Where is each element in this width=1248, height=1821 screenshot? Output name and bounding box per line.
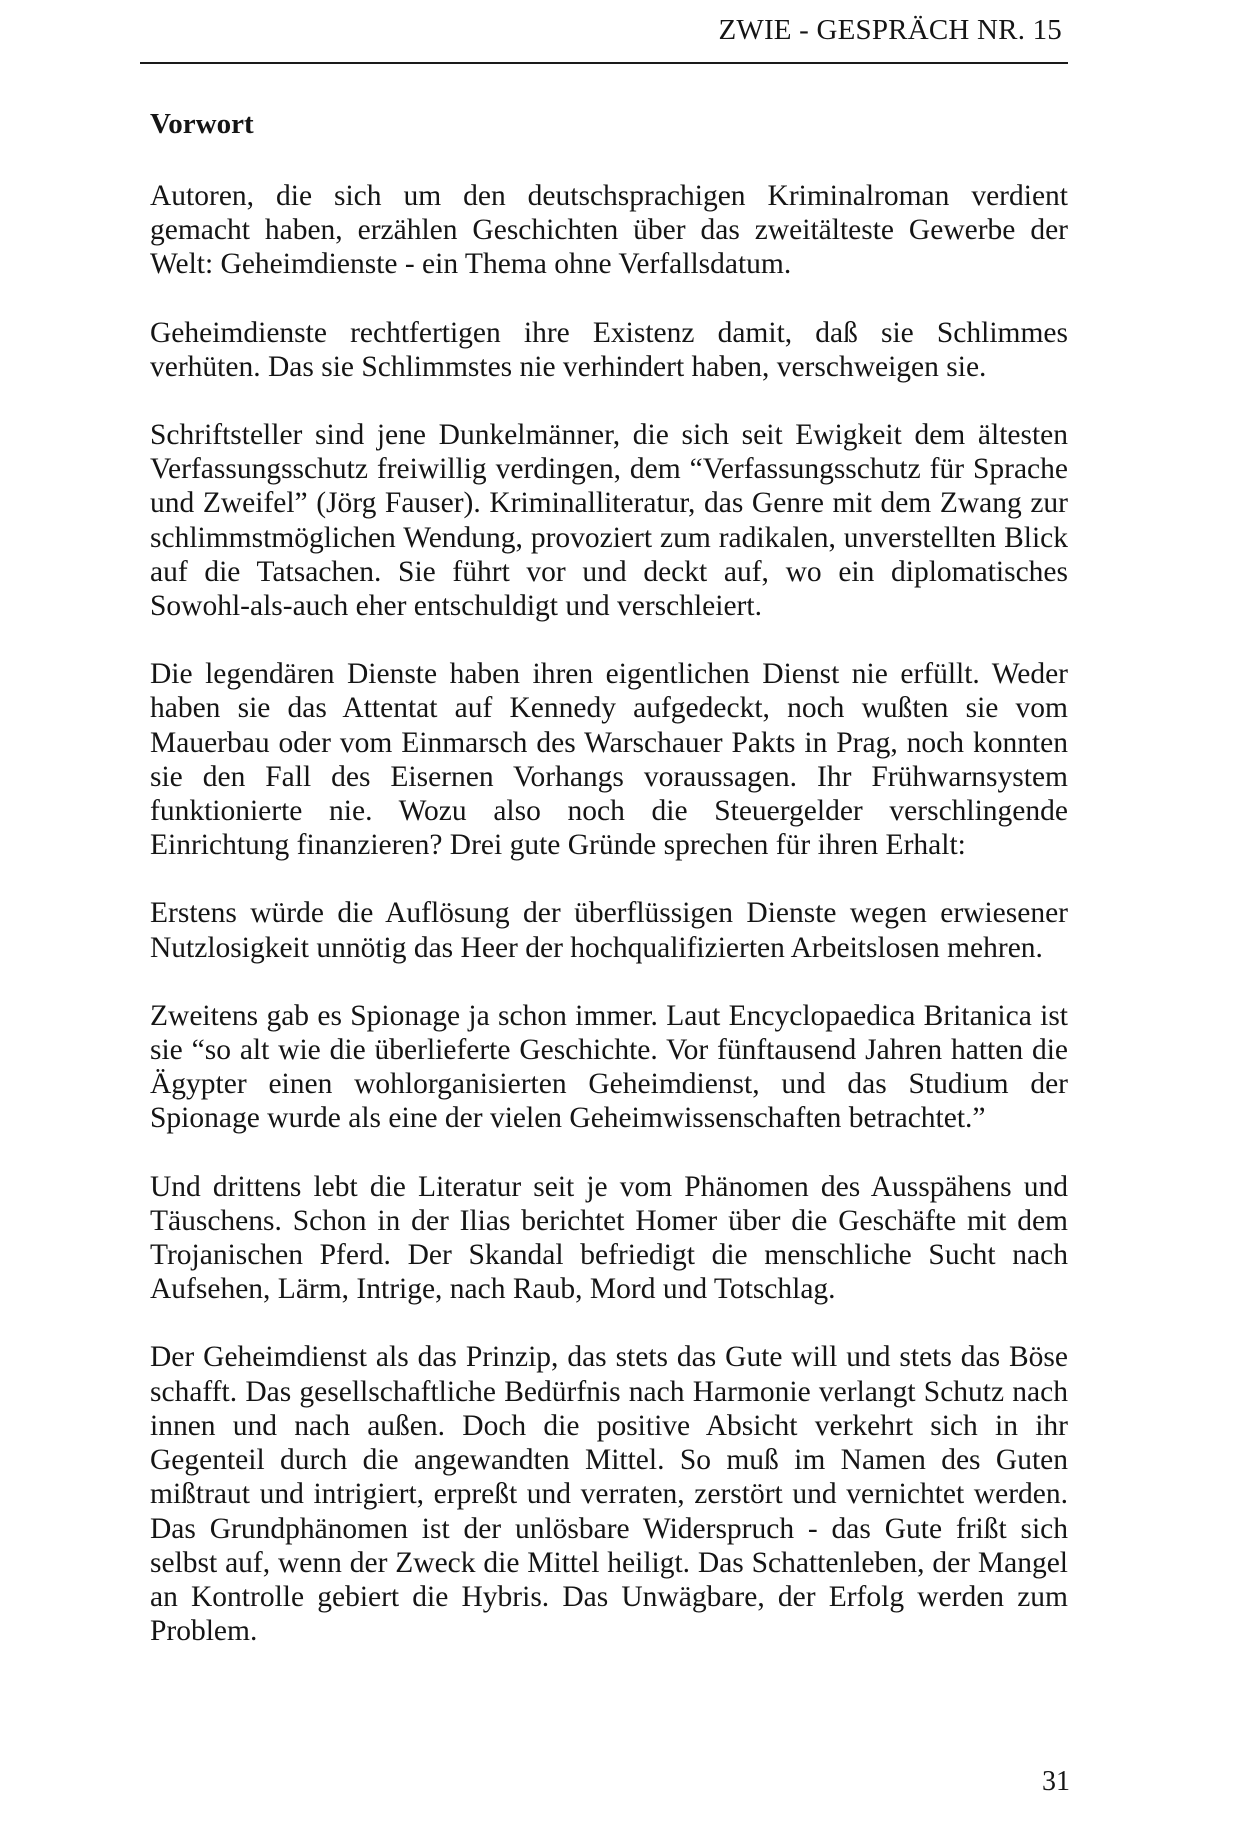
paragraph: Schriftsteller sind jene Dunkelmänner, die sich seit Ewigkeit dem ältesten Verfassungsschutz freiwillig verdingen, dem “Verfassungsschutz für Sprache und Zweifel” (Jörg Fauser). Kriminalliteratur, das Genre mit dem Zwang zur schlimmstmöglichen Wendung, provoziert zum radikalen, unverstellten Blick auf die Tatsachen. Sie führt vor und deckt auf, wo ein diplomatisches Sowohl-als-auch eher entschuldigt und verschleiert. — [150, 419, 1068, 623]
paragraph: Autoren, die sich um den deutschsprachigen Kriminalroman verdient gemacht haben, erzählen Geschichten über das zweitälteste Gewerbe der Welt: Geheimdienste - ein Thema ohne Verfallsdatum. — [150, 180, 1068, 281]
paragraph: Und drittens lebt die Literatur seit je vom Phänomen des Ausspähens und Täuschens. Schon in der Ilias berichtet Homer über die Geschäfte mit dem Trojanischen Pferd. Der Skandal befriedigt die menschliche Sucht nach Aufsehen, Lärm, Intrige, nach Raub, Mord und Totschlag. — [150, 1170, 1068, 1306]
running-header — [140, 14, 1068, 64]
paragraph: Zweitens gab es Spionage ja schon immer. Laut Encyclopaedica Britanica ist sie “so alt wie die überlieferte Geschichte. Vor fünftausend Jahren hatten die Ägypter einen wohlorganisierten Geheimdienst, und das Studium der Spionage wurde als eine der vielen Geheimwissenschaften betrachtet.” — [150, 999, 1068, 1135]
paragraph: Geheimdienste rechtfertigen ihre Existenz damit, daß sie Schlimmes verhüten. Das sie Schlimmstes nie verhindert haben, verschweigen sie. — [150, 316, 1068, 383]
paragraph: Erstens würde die Auflösung der überflüssigen Dienste wegen erwiesener Nutzlosigkeit unnötig das Heer der hochqualifizierten Arbeitslosen mehren. — [150, 897, 1068, 964]
paragraph: Die legendären Dienste haben ihren eigentlichen Dienst nie erfüllt. Weder haben sie das Attentat auf Kennedy aufgedeckt, noch wußten sie vom Mauerbau oder vom Einmarsch des Warschauer Pakts in Prag, noch konnten sie den Fall des Eisernen Vorhangs voraussagen. Ihr Frühwarnsystem funktionierte nie. Wozu also noch die Steuergelder verschlingende Einrichtung finanzieren? Drei gute Gründe sprechen für ihren Erhalt: — [150, 658, 1068, 862]
section-heading: Vorwort — [150, 108, 254, 140]
paragraph: Der Geheimdienst als das Prinzip, das stets das Gute will und stets das Böse schafft. Das gesellschaftliche Bedürfnis nach Harmonie verlangt Schutz nach innen und nach außen. Doch die positive Absicht verkehrt sich in ihr Gegenteil durch die angewandten Mittel. So muß im Namen des Guten mißtraut und intrigiert, erpreßt und verraten, zerstört und vernichtet werden. Das Grundphänomen ist der unlösbare Widerspruch - das Gute frißt sich selbst auf, wenn der Zweck die Mittel heiligt. Das Schattenleben, der Mangel an Kontrolle gebiert die Hybris. Das Unwägbare, der Erfolg werden zum Problem. — [150, 1341, 1068, 1648]
page-number: 31 — [1042, 1766, 1070, 1797]
page-body — [150, 108, 1068, 1682]
header-title: ZWIE - GESPRÄCH NR. 15 — [718, 14, 1062, 46]
